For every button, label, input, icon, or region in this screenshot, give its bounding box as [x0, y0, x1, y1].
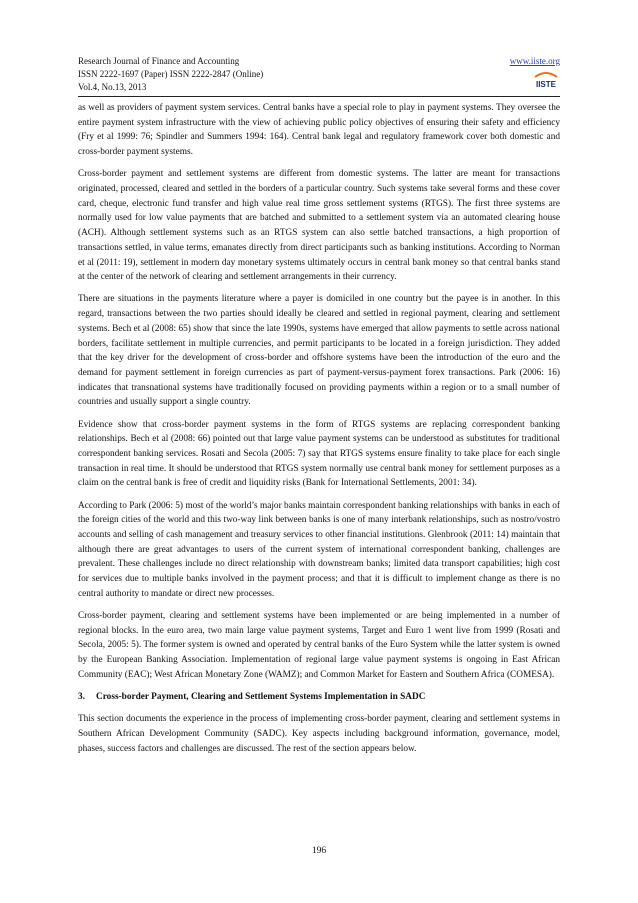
paragraph-2: Cross-border payment and settlement systems are different from domestic systems. The latter are meant for transactions originated, processed, cleared and settled in the borders of a particular country. Such systems take several forms and these cover card, cheque, electronic fund transfer and high value real time gross settlement systems (RTGS). The first three systems are normally used for low value payments that are batched and submitted to a settlement system via an automated clearing house (ACH). Although settlement systems such as an RTGS system can also settle batched transactions, a high proportion of transactions settled, in value terms, emanates directly from direct participants such as banking institutions. According to Norman et al (2011: 19), settlement in modern day monetary systems ultimately occurs in central bank money so that central banks stand at the center of the network of clearing and settlement arrangements in their currency. — [78, 169, 560, 283]
journal-title: Research Journal of Finance and Accounting — [78, 56, 240, 66]
paragraph-6: Cross-border payment, clearing and settlement systems have been implemented or are being implemented in a number of regional blocks. In the euro area, two main large value payment systems, Target and Euro 1 went live from 1999 (Rosati and Secola, 2005: 5). The former system is owned and operated by central banks of the Euro System while the latter system is owned by the European Banking Association. Implementation of regional large value payment systems is ongoing in East African Community (EAC); West African Monetary Zone (WAMZ); and Common Market for Eastern and Southern Africa (COMESA). — [78, 611, 560, 680]
page-number: 196 — [311, 846, 327, 856]
section-number: 3. — [78, 692, 85, 703]
section-paragraph: This section documents the experience in the process of implementing cross-border payment, clearing and settlement systems in Southern African Development Community (SADC). Key aspects including background information, governance, model, phases, success factors and challenges are discussed. The rest of the section appears below. — [78, 714, 560, 754]
paragraph-4: Evidence show that cross-border payment systems in the form of RTGS systems are replacing correspondent banking relationships. Bech et al (2008: 66) pointed out that large value payment systems can be understood as substitutes for traditional correspondent banking services. Rosati and Secola (2005: 7) say that RTGS systems ensure finality to take place for each single transaction in real time. It should be understood that RTGS system normally use central bank money for settlement purposes as a claim on the central bank is free of credit and liquidity risks (Bank for International Settlements, 2001: 34). — [78, 419, 560, 489]
section-title-text: Cross-border Payment, Clearing and Settlement Systems Implementation in SADC — [96, 692, 426, 703]
journal-url-link[interactable]: www.iiste.org — [509, 56, 560, 66]
paragraph-1: as well as providers of payment system services. Central banks have a special role to play in payment systems. They oversee the entire payment system infrastructure with the view of achieving public policy objectives of ensuring their safety and efficiency (Fry et al 1999: 76; Spindler and Summers 1994: 164). Central bank legal and regulatory framework cover both domestic and cross-border payment systems. — [78, 103, 560, 158]
section-heading — [78, 690, 560, 705]
iiste-logo — [532, 68, 560, 90]
paragraph-5: According to Park (2006: 5) most of the world’s major banks maintain correspondent banking relationships with banks in each of the foreign cities of the world and this two-way link between banks is one of many interbank relationships, such as nostro/vostro accounts and selling of cash management and treasury services to other financial institutions. Glenbrook (2011: 14) maintain that although there are great advantages to users of the current system of international correspondent banking, challenges are prevalent. These challenges include no direct relationship with downstream banks; limited data transport capabilities; high cost for services due to multiple banks involved in the payment process; and that it is difficult to implement change as there is no central authority to mandate or direct new processes. — [78, 500, 560, 599]
header-divider — [78, 96, 560, 97]
article-body — [78, 101, 560, 764]
logo-text: IISTE — [535, 80, 557, 89]
issn-line: ISSN 2222-1697 (Paper) ISSN 2222-2847 (Online) — [78, 69, 264, 79]
paragraph-3: There are situations in the payments literature where a payer is domiciled in one country but the payee is in another. In this regard, transactions between the two parties should ideally be cleared and settled in regional payment, clearing and settlement systems. Bech et al (2008: 65) show that since the late 1990s, systems have emerged that allow payments to settle across national borders, facilitate settlement in multiple currencies, and permit participants to be located in a foreign jurisdiction. They added that the key driver for the development of cross-border and offshore systems have been the introduction of the euro and the demand for payment settlement in foreign currencies as part of payment-versus-payment forex transactions. Park (2006: 16) indicates that transnational systems have traditionally focused on providing payments within a region or to a small number of countries and usually support a single country. — [78, 294, 560, 408]
volume-line: Vol.4, No.13, 2013 — [78, 82, 147, 92]
